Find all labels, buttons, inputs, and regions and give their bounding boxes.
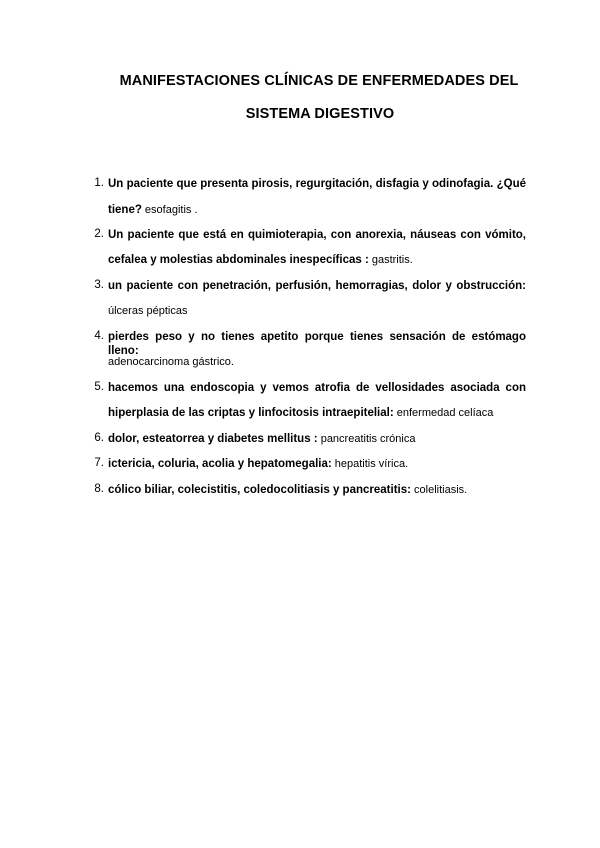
item-question-line (108, 483, 526, 497)
item-question-line: pierdes peso y no tienes apetito porque tienes sensación de estómago lleno: (108, 331, 526, 357)
item-question-text: tiene? (108, 204, 142, 216)
item-number: 7. (94, 457, 104, 469)
document-title-line-1: MANIFESTACIONES CLÍNICAS DE ENFERMEDADES DEL (119, 73, 519, 89)
item-answer-text: colelitiasis. (410, 484, 468, 496)
item-question-text: dolor, esteatorrea y diabetes mellitus : (108, 433, 318, 445)
item-answer-line (108, 203, 526, 217)
item-number: 1. (94, 177, 104, 189)
item-number: 5. (94, 381, 104, 393)
item-answer-text: adenocarcinoma gástrico. (108, 356, 234, 368)
item-question-line: Un paciente que presenta pirosis, regurgitación, disfagia y odinofagia. ¿Qué (108, 178, 526, 190)
item-question-line: un paciente con penetración, perfusión, hemorragias, dolor y obstrucción: (108, 280, 526, 292)
item-answer-text: pancreatitis crónica (317, 433, 416, 445)
item-question-text: cefalea y molestias abdominales inespecíficas : (108, 254, 369, 266)
item-question-text: ictericia, coluria, acolia y hepatomegalia: (108, 458, 332, 470)
item-number: 2. (94, 228, 104, 240)
item-question-line: Un paciente que está en quimioterapia, con anorexia, náuseas con vómito, (108, 229, 526, 241)
item-question-text: cólico biliar, colecistitis, coledocolitiasis y pancreatitis: (108, 484, 411, 496)
item-question-line: hacemos una endoscopia y vemos atrofia de vellosidades asociada con (108, 382, 526, 394)
item-number: 8. (94, 483, 104, 495)
item-number: 4. (94, 330, 104, 342)
item-question-line (108, 432, 526, 446)
item-number: 6. (94, 432, 104, 444)
item-answer-text: enfermedad celíaca (393, 407, 494, 419)
item-answer-text: gastritis. (368, 254, 413, 266)
document-title-line-2: SISTEMA DIGESTIVO (245, 106, 395, 122)
item-answer-line (108, 406, 526, 420)
item-answer-line (108, 253, 526, 267)
item-answer-text: esofagitis . (141, 204, 198, 216)
item-answer-text: úlceras pépticas (108, 305, 188, 317)
item-number: 3. (94, 279, 104, 291)
item-question-line (108, 457, 526, 471)
item-answer-text: hepatitis vírica. (331, 458, 409, 470)
item-question-text: hiperplasia de las criptas y linfocitosis intraepitelial: (108, 407, 394, 419)
